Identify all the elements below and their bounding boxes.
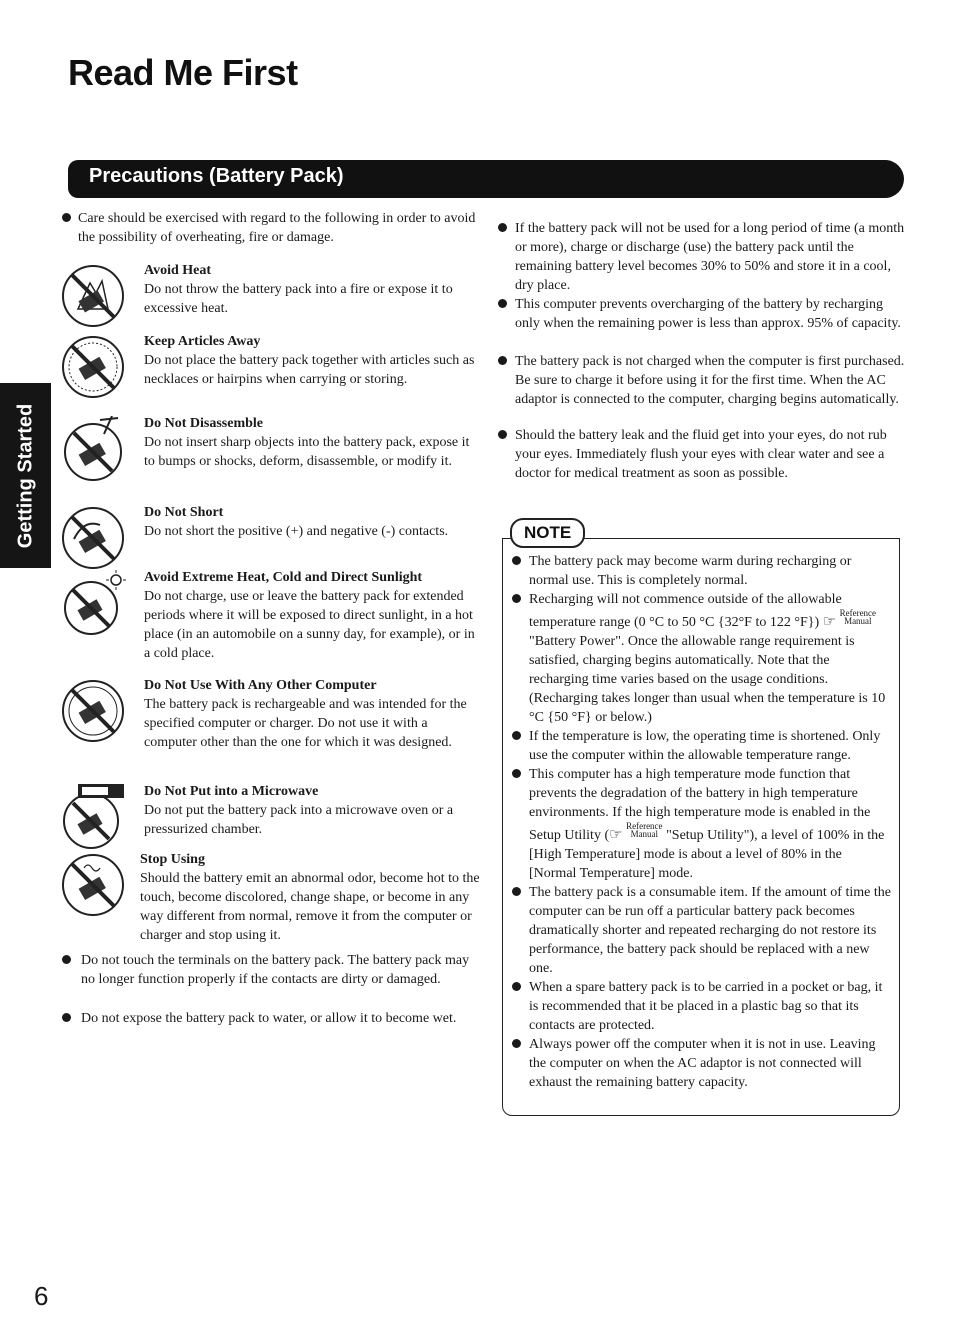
bullet-dot [512, 594, 521, 603]
intro-text: Care should be exercised with regard to the following in order to avoid the possibility of overheating, fire or damage. [78, 211, 476, 245]
note-bullet [512, 1035, 892, 1092]
stop-using-icon [60, 852, 126, 918]
item-text: Do not insert sharp objects into the battery pack, expose it to bumps or shocks, deform, disassemble, or modify it. [144, 435, 470, 469]
note-text-part: Once the allowable range requirement is satisfied, charging begins automatically. Note that the recharging time varies based on the usage conditions. (Recharging takes longer than usual when the temperature is 10 °C {50 °F} or below.) [529, 634, 886, 725]
intro-bullet [62, 209, 480, 247]
bullet-dot [512, 1039, 521, 1048]
page-number: 6 [34, 1281, 49, 1311]
note-bullet [512, 552, 892, 590]
note-text-part: This computer has a high temperature mode function that prevents the degradation of the battery in high temperature environments. If the high temperature mode is enabled in the Setup Utility ( [529, 767, 871, 843]
item-title: Do Not Put into a Microwave [144, 784, 319, 799]
no-sunlight-icon [60, 570, 126, 636]
note-label: NOTE [510, 518, 585, 548]
note-bullet [512, 727, 892, 765]
note-bullet-text [529, 765, 892, 883]
no-metal-articles-icon [60, 334, 126, 400]
item-title: Do Not Use With Any Other Computer [144, 678, 377, 693]
right-bullet-text: The battery pack is not charged when the computer is first purchased. Be sure to charge it before using it for the first time. When the AC adaptor is connected to the computer, charging begins automatically. [515, 354, 905, 407]
section-title: Precautions (Battery Pack) [89, 165, 344, 187]
bullet-dot [512, 731, 521, 740]
reference-manual-tag: Reference Manual [839, 608, 877, 626]
item-title: Keep Articles Away [144, 334, 261, 349]
bullet-dot [512, 556, 521, 565]
bullet-dot [498, 356, 507, 365]
item-text: Should the battery emit an abnormal odor, become hot to the touch, become discolored, change shape, or become in any way different from normal, remove it from the computer or charger and stop using it. [140, 871, 480, 943]
right-bullet-text: If the battery pack will not be used for a long period of time (a month or more), charge or discharge (use) the battery pack until the remaining battery level becomes 30% to 50% and store it in a cool, dry place. [515, 221, 905, 293]
hand-pointer-icon: ☞ [822, 614, 837, 630]
right-bullet-text: This computer prevents overcharging of the battery by recharging only when the remaining power is less than approx. 95% of capacity. [515, 297, 901, 331]
bullet-dot [62, 1013, 71, 1022]
item-text: Do not put the battery pack into a microwave oven or a pressurized chamber. [144, 803, 454, 837]
note-text-part: Recharging will not commence outside of the allowable temperature range (0 °C to 50 °C {32°F to 122 °F}) [529, 592, 842, 630]
item-title: Avoid Extreme Heat, Cold and Direct Sunlight [144, 570, 423, 585]
hand-pointer-icon: ☞ [609, 827, 623, 843]
left-bullet-text: Do not touch the terminals on the battery pack. The battery pack may no longer function properly if the contacts are dirty or damaged. [81, 953, 470, 987]
right-bullet [498, 426, 906, 483]
left-bullet [62, 1009, 480, 1028]
note-bullet-text: The battery pack is a consumable item. If the amount of time the computer can be run off a particular battery pack becomes dramatically shorter and repeated recharging do not restore its performance, the battery pack should be replaced with a new one. [529, 885, 891, 976]
reference-title: "Setup Utility"), [666, 828, 758, 843]
bullet-dot [62, 955, 71, 964]
left-bullet [62, 951, 480, 989]
item-text: Do not charge, use or leave the battery pack for extended periods where it will be exposed to direct sunlight, in a hot place (in an automobile on a sunny day, for example), or in a cold place. [144, 589, 475, 661]
item-text: Do not place the battery pack together with articles such as necklaces or hairpins when carrying or storing. [144, 353, 475, 387]
right-bullet [498, 352, 906, 409]
reference-title: "Battery Power". [529, 634, 625, 649]
reference-manual-tag: Reference Manual [626, 821, 663, 839]
right-bullet [498, 219, 906, 295]
page-title: Read Me First [68, 52, 298, 93]
left-bullet-text: Do not expose the battery pack to water, or allow it to become wet. [81, 1011, 457, 1026]
note-bullet-text: The battery pack may become warm during recharging or normal use. This is completely normal. [529, 554, 852, 588]
note-bullet-text: When a spare battery pack is to be carried in a pocket or bag, it is recommended that it be placed in a plastic bag so that its contacts are protected. [529, 980, 883, 1033]
note-bullet [512, 590, 892, 727]
bullet-dot [498, 430, 507, 439]
note-bullet-text: If the temperature is low, the operating time is shortened. Only use the computer within the allowable temperature range. [529, 729, 881, 763]
side-tab-label: Getting Started [14, 403, 36, 548]
note-bullet [512, 883, 892, 978]
bullet-dot [512, 769, 521, 778]
no-other-computer-icon [60, 678, 126, 744]
no-fire-icon [60, 263, 126, 329]
note-bullet-list [512, 552, 892, 1092]
no-microwave-icon [60, 784, 126, 850]
section-header-bar [68, 160, 904, 198]
item-text: Do not throw the battery pack into a fire or expose it to excessive heat. [144, 282, 453, 316]
right-bullet [498, 295, 906, 333]
bullet-dot [498, 223, 507, 232]
note-bullet-text: Always power off the computer when it is not in use. Leaving the computer on when the AC adaptor is not connected will exhaust the remaining battery capacity. [529, 1037, 876, 1090]
bullet-dot [62, 213, 71, 222]
item-text: Do not short the positive (+) and negative (-) contacts. [144, 524, 449, 539]
note-bullet [512, 978, 892, 1035]
side-tab [0, 383, 51, 568]
no-disassemble-icon [60, 416, 126, 482]
item-title: Do Not Disassemble [144, 416, 263, 431]
bullet-dot [512, 887, 521, 896]
right-bullet-text: Should the battery leak and the fluid get into your eyes, do not rub your eyes. Immediately flush your eyes with clear water and see a doctor for medical treatment as soon as possible. [515, 428, 887, 481]
note-bullet-text [529, 590, 892, 727]
item-title: Avoid Heat [144, 263, 212, 278]
item-title: Stop Using [140, 852, 205, 867]
no-short-icon [60, 505, 126, 571]
bullet-dot [512, 982, 521, 991]
bullet-dot [498, 299, 507, 308]
note-text-part: a level of 100% in the [High Temperature] mode is about a level of 80% in the [Normal Temperature] mode. [529, 828, 885, 881]
item-title: Do Not Short [144, 505, 224, 520]
note-bullet [512, 765, 892, 883]
item-text: The battery pack is rechargeable and was intended for the specified computer or charger. Do not use it with a computer other than the one for which it was designed. [144, 697, 467, 750]
